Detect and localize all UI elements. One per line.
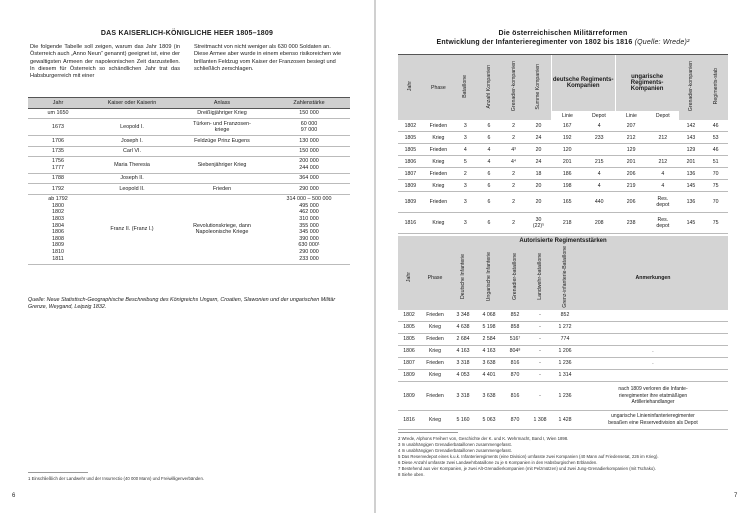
cell-year: 1735 — [28, 146, 88, 156]
cell-year: 1706 — [28, 136, 88, 146]
cell-year: 1673 — [28, 119, 88, 136]
table-cell: 212 — [647, 132, 678, 144]
table-cell: 18 — [526, 168, 551, 180]
table-cell: 4 — [647, 168, 678, 180]
header-german-companies: deutsche Regiments-Kompanien — [551, 55, 615, 112]
table-cell: 852 — [502, 310, 528, 322]
table-cell: 1816 — [398, 410, 420, 429]
table-row — [398, 345, 728, 357]
table-cell: 1 272 — [552, 321, 578, 333]
table-cell: 145 — [679, 180, 704, 192]
right-page-title: Die österreichischen Militärreformen — [498, 30, 628, 37]
footnotes — [398, 436, 728, 478]
cell-strength: 150 000 — [268, 146, 350, 156]
table-cell: 4 — [477, 144, 502, 156]
table-cell: 816 — [502, 357, 528, 369]
cell-reason: Siebenjähriger Krieg — [176, 157, 268, 174]
table-cell: 774 — [552, 333, 578, 345]
table-cell: 4 — [583, 120, 615, 132]
table-cell: Krieg — [423, 132, 454, 144]
table-cell: Frieden — [423, 120, 454, 132]
header-year: Jahr — [407, 81, 414, 92]
table-cell: 75 — [703, 213, 728, 234]
table-cell: 870 — [502, 410, 528, 429]
table-cell: 4 053 — [450, 369, 476, 381]
table-cell: 198 — [551, 180, 583, 192]
table-row — [398, 213, 728, 234]
table-cell: Frieden — [423, 168, 454, 180]
cell-ruler: Joseph II. — [88, 174, 176, 184]
table-cell: 136 — [679, 192, 704, 213]
header-border-infantry: Grenz-infanterie-Bataillone — [562, 246, 568, 308]
table-cell: 238 — [615, 213, 647, 234]
table-cell: 1805 — [398, 132, 423, 144]
cell-strength: 200 000 244 000 — [268, 157, 350, 174]
cell-strength: 290 000 — [268, 184, 350, 194]
table-cell: 852 — [552, 310, 578, 322]
cell-reason — [176, 146, 268, 156]
table-row — [28, 174, 350, 184]
table-row — [398, 381, 728, 410]
table-cell: 3 638 — [476, 357, 502, 369]
table-cell: 2 — [501, 192, 526, 213]
table-row — [398, 333, 728, 345]
table-row — [28, 136, 350, 146]
subheader-depot: Depot — [647, 111, 678, 120]
table-cell: 20 — [526, 192, 551, 213]
header-battalions: Bataillone — [462, 75, 469, 98]
header-remarks: Anmerkungen — [578, 246, 728, 310]
table-row — [398, 369, 728, 381]
table-cell: 145 — [679, 213, 704, 234]
cell-ruler: Leopold I. — [88, 119, 176, 136]
table-cell: - — [528, 357, 552, 369]
right-page-subtitle: Entwicklung der Infanterieregimenter von 1802 bis 1816 (Quelle: Wrede)² — [436, 39, 690, 46]
table-cell: 3 318 — [450, 381, 476, 410]
cell-remark: nach 1809 verloren die Infante- rieregimenter ihre etatmäßigen Artilleriehandlanger — [578, 381, 728, 410]
table-cell: 4 — [583, 180, 615, 192]
intro-column-1: Die folgende Tabelle soll zeigen, warum das Jahr 1809 (in Österreich auch „Anno Neun“ genannt) geeignet ist, eine der gewaltigsten Armeen der napoleonischen Zeit darzustellen. In diesem für Österreich so schändlichen Jahr trat das Habsburgerreich mit einer — [30, 44, 180, 80]
table-cell: 1806 — [398, 156, 423, 168]
table-cell: 4 — [477, 156, 502, 168]
table-header-row — [398, 55, 728, 112]
footnote-divider — [28, 472, 88, 473]
table-cell: 6 — [477, 180, 502, 192]
table-cell: 4 — [583, 168, 615, 180]
table-cell: 4 163 — [476, 345, 502, 357]
table-cell: 6 — [477, 168, 502, 180]
table-cell: Res. depot — [647, 213, 678, 234]
table-cell: 5 — [454, 156, 476, 168]
table-cell: 2 — [501, 120, 526, 132]
cell-year: 1756 1777 — [28, 157, 88, 174]
table-cell: 186 — [551, 168, 583, 180]
header-hungarian-companies: ungarische Regiments-Kompanien — [615, 55, 678, 112]
footnote-item: 8 Siehe oben. — [398, 472, 425, 477]
table-cell: 215 — [583, 156, 615, 168]
table-cell: 192 — [551, 132, 583, 144]
table-cell: 136 — [679, 168, 704, 180]
table-cell: Krieg — [423, 213, 454, 234]
cell-reason — [176, 174, 268, 184]
table-cell: 3 — [454, 213, 476, 234]
title-source: (Quelle: Wrede)² — [634, 39, 690, 46]
table-cell: Frieden — [423, 192, 454, 213]
source-citation: Quelle: Neue Statistisch-Geographische Beschreibung des Königreichs Ungarn, Croatien, Slawonien und der ungarischen Militär Grenze, Weygand, Leipzig 1832. — [28, 297, 336, 311]
table-cell: 2 584 — [476, 333, 502, 345]
table-cell: 165 — [551, 192, 583, 213]
table-cell: Krieg — [423, 156, 454, 168]
cell-ruler: Leopold II. — [88, 184, 176, 194]
header-year: Jahr — [28, 98, 88, 109]
table-row — [28, 184, 350, 194]
table-cell: - — [528, 321, 552, 333]
cell-remark: . — [578, 345, 728, 357]
table-cell: Frieden — [420, 381, 450, 410]
authorized-strength-title: Autorisierte Regimentsstärken — [398, 236, 728, 246]
table-cell: Krieg — [423, 180, 454, 192]
table-cell: 6 — [477, 132, 502, 144]
table-cell: 1809 — [398, 180, 423, 192]
table-cell: 516⁷ — [502, 333, 528, 345]
table-cell: 1805 — [398, 321, 420, 333]
table-header-row — [28, 98, 350, 109]
table-cell: 1 236 — [552, 357, 578, 369]
table-row — [398, 156, 728, 168]
table-cell: 804⁸ — [502, 345, 528, 357]
table-cell: 70 — [703, 168, 728, 180]
table-cell: 1802 — [398, 310, 420, 322]
cell-year: ab 1792 1800 1802 1803 1804 1806 1808 1809 1810 1811 — [28, 194, 88, 264]
table-cell: 20 — [526, 144, 551, 156]
table-row — [398, 132, 728, 144]
table-cell: 2 — [501, 180, 526, 192]
table-cell: 24 — [526, 156, 551, 168]
table-cell: 129 — [615, 144, 647, 156]
table-cell: 1 308 — [528, 410, 552, 429]
table-cell: 2 — [501, 213, 526, 234]
table-cell: 1802 — [398, 120, 423, 132]
cell-remark: . — [578, 357, 728, 369]
footnote-item: 7 Bestehend aus vier Kompanien, je zwei Alt-Grenadierkompanien (mit Pelzmützen) und zwei Jung-Grenadierkompanien (mit Tschako). — [398, 466, 656, 471]
header-grenadier-battalions: Grenadier-bataillone — [512, 253, 518, 301]
table-cell: - — [528, 333, 552, 345]
table-cell: 219 — [615, 180, 647, 192]
authorized-strength-table — [398, 246, 728, 430]
table-row — [398, 144, 728, 156]
footnote-divider — [398, 432, 458, 433]
table-cell: 3 — [454, 180, 476, 192]
table-cell: 5 160 — [450, 410, 476, 429]
table-cell: Krieg — [420, 345, 450, 357]
table-cell: 816 — [502, 381, 528, 410]
table-cell: 201 — [551, 156, 583, 168]
table-cell: 6 — [477, 192, 502, 213]
table-row — [28, 119, 350, 136]
table-cell: 1 236 — [552, 381, 578, 410]
table-cell: 207 — [615, 120, 647, 132]
table-cell: 30 (22)⁵ — [526, 213, 551, 234]
table-cell: 2 — [501, 132, 526, 144]
table-cell: 20 — [526, 120, 551, 132]
table-cell: 208 — [583, 213, 615, 234]
table-row — [398, 321, 728, 333]
table-cell: 1805 — [398, 333, 420, 345]
table-cell: 1 428 — [552, 410, 578, 429]
cell-reason: Dreißigjähriger Krieg — [176, 109, 268, 119]
cell-strength: 130 000 — [268, 136, 350, 146]
cell-remark — [578, 310, 728, 322]
table-cell: 120 — [551, 144, 583, 156]
table-row — [28, 146, 350, 156]
header-phase: Phase — [423, 55, 454, 121]
header-regiment-staff: Regiments-stab — [712, 68, 719, 105]
table-cell: 4 638 — [450, 321, 476, 333]
table-cell: 51 — [703, 156, 728, 168]
table-cell: 440 — [583, 192, 615, 213]
cell-remark — [578, 321, 728, 333]
subheader-line: Linie — [615, 111, 647, 120]
table-cell: 142 — [679, 120, 704, 132]
header-companies: Anzahl Kompanien — [485, 64, 492, 109]
table-cell: 1807 — [398, 357, 420, 369]
header-phase: Phase — [420, 246, 450, 310]
table-row — [398, 357, 728, 369]
table-cell: 1809 — [398, 192, 423, 213]
table-cell: 233 — [583, 132, 615, 144]
table-cell: 1816 — [398, 213, 423, 234]
table-cell: 2 684 — [450, 333, 476, 345]
page-number: 6 — [12, 493, 16, 499]
table-cell: 1805 — [398, 144, 423, 156]
cell-ruler — [88, 109, 176, 119]
cell-ruler: Maria Theresia — [88, 157, 176, 174]
header-grenadier-companies-2: Grenadier-kompanien — [687, 61, 694, 112]
table-cell: 6 — [477, 213, 502, 234]
left-page — [0, 0, 374, 513]
table-row — [28, 109, 350, 119]
table-cell: 212 — [647, 156, 678, 168]
table-cell: - — [528, 369, 552, 381]
cell-strength: 150 000 — [268, 109, 350, 119]
table-cell: 75 — [703, 180, 728, 192]
table-cell: 4 — [647, 180, 678, 192]
cell-remark — [578, 369, 728, 381]
table-cell: 858 — [502, 321, 528, 333]
cell-remark — [578, 333, 728, 345]
table-cell: 1809 — [398, 369, 420, 381]
table-cell: Krieg — [420, 321, 450, 333]
table-cell: 4 163 — [450, 345, 476, 357]
table-cell: 46 — [703, 120, 728, 132]
cell-reason: Revolutionskriege, dann Napoleonische Kriege — [176, 194, 268, 264]
header-sum-companies: Summe Kompanien — [535, 63, 542, 110]
cell-ruler: Carl VI. — [88, 146, 176, 156]
table-cell: 4 068 — [476, 310, 502, 322]
header-german-infantry: Deutsche Infanterie — [460, 254, 466, 300]
table-cell: 3 318 — [450, 357, 476, 369]
table-cell: 218 — [551, 213, 583, 234]
table-cell: 3 — [454, 192, 476, 213]
page-number: 7 — [734, 493, 738, 499]
footnote-item: 5 Das Reservedepot eines k.u.k. Infanterieregiments (eine Division) umfasste zwei Kompanien (40 Mann auf Friedensetat, 226 im Krieg). — [398, 454, 659, 459]
table-cell: 2 — [454, 168, 476, 180]
table-cell — [583, 144, 615, 156]
cell-reason: Feldzüge Prinz Eugens — [176, 136, 268, 146]
table-cell: 20 — [526, 180, 551, 192]
table-row — [398, 168, 728, 180]
table-cell: 4 — [454, 144, 476, 156]
army-strength-table — [28, 97, 350, 265]
table-cell: 2 — [501, 168, 526, 180]
table-header-row — [398, 246, 728, 310]
table-cell: Res. depot — [647, 192, 678, 213]
cell-ruler: Franz II. (Franz I.) — [88, 194, 176, 264]
footnote: 1 Einschließlich der Landwehr und der Insurrectio (40 000 Mann) und Freiwilligenverbänden. — [28, 476, 205, 481]
table-cell: Frieden — [423, 144, 454, 156]
cell-year: um 1650 — [28, 109, 88, 119]
cell-strength: 314 000 – 500 000 495 000 462 000 310 000 355 000 345 000 390 000 630 000¹ 290 000 233 000 — [268, 194, 350, 264]
table-cell: 1 314 — [552, 369, 578, 381]
cell-strength: 60 000 97 000 — [268, 119, 350, 136]
table-row — [398, 410, 728, 429]
table-cell: 143 — [679, 132, 704, 144]
left-page-title: DAS KAISERLICH-KÖNIGLICHE HEER 1805–1809 — [100, 30, 274, 37]
header-ruler: Kaiser oder Kaiserin — [88, 98, 176, 109]
cell-reason: Frieden — [176, 184, 268, 194]
header-year: Jahr — [406, 271, 412, 282]
table-cell: 129 — [679, 144, 704, 156]
header-strength: Zahlenstärke — [268, 98, 350, 109]
table-cell: Frieden — [420, 310, 450, 322]
table-cell: 3 638 — [476, 381, 502, 410]
header-landwehr-battalions: Landwehr-bataillone — [537, 253, 543, 301]
table-row — [28, 194, 350, 264]
table-cell: 206 — [615, 192, 647, 213]
table-cell: Frieden — [420, 333, 450, 345]
footnote-item: 4 In unabhängigen Grenadierbataillonen zusammengefasst. — [398, 448, 512, 453]
table-cell: 6 — [477, 120, 502, 132]
table-row — [398, 120, 728, 132]
table-cell: 1809 — [398, 381, 420, 410]
table-cell: 201 — [679, 156, 704, 168]
table-cell: 1806 — [398, 345, 420, 357]
header-hungarian-infantry: Ungarische Infanterie — [486, 252, 492, 302]
footnote-item: 3 In unabhängigen Grenadierbataillonen zusammengefasst. — [398, 442, 512, 447]
table-cell: 4 401 — [476, 369, 502, 381]
table-cell: 3 348 — [450, 310, 476, 322]
right-page — [376, 0, 750, 513]
table-cell: 4⁴ — [501, 156, 526, 168]
table-cell: 5 198 — [476, 321, 502, 333]
table-row — [398, 310, 728, 322]
table-cell: 167 — [551, 120, 583, 132]
cell-ruler: Joseph I. — [88, 136, 176, 146]
table-cell: 206 — [615, 168, 647, 180]
table-cell: 53 — [703, 132, 728, 144]
table-cell: Krieg — [420, 369, 450, 381]
cell-year: 1788 — [28, 174, 88, 184]
table-row — [398, 192, 728, 213]
table-cell: 3 — [454, 120, 476, 132]
table-cell — [647, 120, 678, 132]
table-row — [28, 157, 350, 174]
header-grenadier-companies: Grenadier-kompanien — [510, 61, 517, 112]
header-reason: Anlass — [176, 98, 268, 109]
subheader-depot: Depot — [583, 111, 615, 120]
table-cell: Frieden — [420, 357, 450, 369]
regiment-development-table — [398, 54, 728, 234]
table-cell: - — [528, 381, 552, 410]
table-cell: 46 — [703, 144, 728, 156]
table-cell: 70 — [703, 192, 728, 213]
intro-column-2: Streitmacht von nicht weniger als 630 000 Soldaten an. Diese Armee aber wurde in einem ebenso risikoreichen wie brillanten Feldzug vom Kaiser der Franzosen besiegt und schließlich zerschlagen. — [194, 44, 342, 72]
table-cell: 5 063 — [476, 410, 502, 429]
table-cell: 201 — [615, 156, 647, 168]
table-cell: 4³ — [501, 144, 526, 156]
table-cell: 212 — [615, 132, 647, 144]
cell-reason: Türken- und Franzosen- kriege — [176, 119, 268, 136]
cell-remark: ungarische Linieninfanterieregimenter besaßen eine Reservedivision als Depot — [578, 410, 728, 429]
table-cell: - — [528, 310, 552, 322]
cell-year: 1792 — [28, 184, 88, 194]
table-cell: Krieg — [420, 410, 450, 429]
table-cell: 1807 — [398, 168, 423, 180]
subheader-line: Linie — [551, 111, 583, 120]
table-cell: - — [528, 345, 552, 357]
table-row — [398, 180, 728, 192]
table-cell: 3 — [454, 132, 476, 144]
cell-strength: 364 000 — [268, 174, 350, 184]
footnote-item: 6 Diese Anzahl umfasste zwei Landwehrbataillone zu je 6 Kompanien in den Habsburgischen Erblanden. — [398, 460, 598, 465]
footnote-item: 2 Wrede, Alphons Freiherr von, Geschichte der K. und K. Wehrmacht, Band I, Wien 1898. — [398, 436, 569, 441]
table-cell — [647, 144, 678, 156]
table-cell: 24 — [526, 132, 551, 144]
table-cell: 870 — [502, 369, 528, 381]
table-cell: 1 206 — [552, 345, 578, 357]
